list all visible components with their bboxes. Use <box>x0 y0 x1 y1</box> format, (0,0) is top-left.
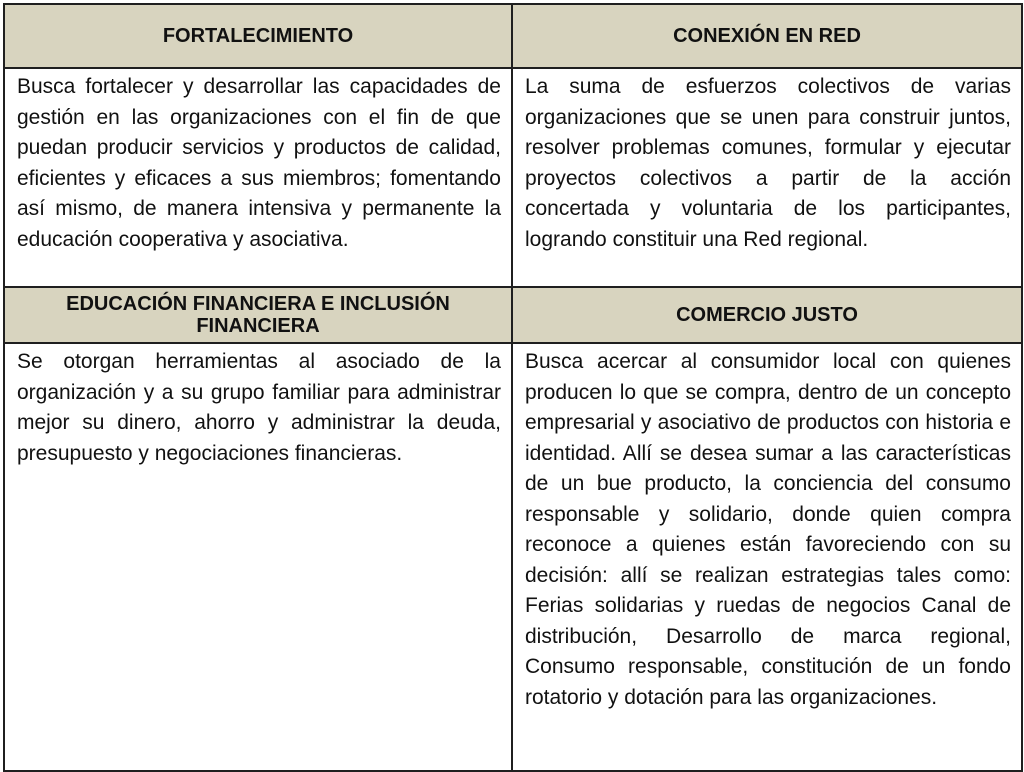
paragraph: Se otorgan herramientas al asociado de la organización y a su grupo familiar para administrar mejor su dinero, ahorro y administrar la deuda, presupuesto y negociaciones financieras. <box>17 350 501 465</box>
section-heading-comercio-justo <box>512 287 1022 343</box>
section-body-comercio-justo <box>512 343 1022 771</box>
paragraph: Busca acercar al consumidor local con quienes producen lo que se compra, dentro de un concepto empresarial y asociativo de productos con historia e identidad. Allí se desea sumar a las características de un bue producto, la conciencia del consumo responsable y solidario, donde quien compra reconoce a quienes están favoreciendo con su decisión: allí se realizan estrategias tales como: Ferias solidarias y ruedas de negocios Canal de distribución, Desarrollo de marca regional, Consumo responsable, constitución de un fondo rotatorio y dotación para las organizaciones. <box>525 350 1011 709</box>
section-heading-educacion-financiera <box>4 287 512 343</box>
heading-text: CONEXIÓN EN RED <box>673 25 861 47</box>
heading-text: FORTALECIMIENTO <box>162 25 354 47</box>
section-body-educacion-financiera <box>4 343 512 771</box>
body-row-1 <box>4 68 1022 287</box>
paragraph: Busca fortalecer y desarrollar las capacidades de gestión en las organizaciones con el fin de que puedan producir servicios y productos de calidad, eficientes y eficaces a sus miembros; fomentando así mismo, de manera intensiva y permanente la educación cooperativa y asociativa. <box>17 75 501 251</box>
section-body-fortalecimiento <box>4 68 512 287</box>
header-row-1 <box>4 4 1022 68</box>
heading-text: EDUCACIÓN FINANCIERA E INCLUSIÓN FINANCIERA <box>66 293 450 337</box>
document-table <box>3 3 1023 772</box>
section-heading-conexion-en-red <box>512 4 1022 68</box>
body-row-2 <box>4 343 1022 771</box>
section-body-conexion-en-red <box>512 68 1022 287</box>
heading-text: COMERCIO JUSTO <box>676 304 858 326</box>
header-row-2 <box>4 287 1022 343</box>
section-heading-fortalecimiento <box>4 4 512 68</box>
paragraph: La suma de esfuerzos colectivos de varias organizaciones que se unen para construir juntos, resolver problemas comunes, formular y ejecutar proyectos colectivos a partir de la acción concertada y voluntaria de los participantes, logrando constituir una Red regional. <box>525 75 1011 251</box>
